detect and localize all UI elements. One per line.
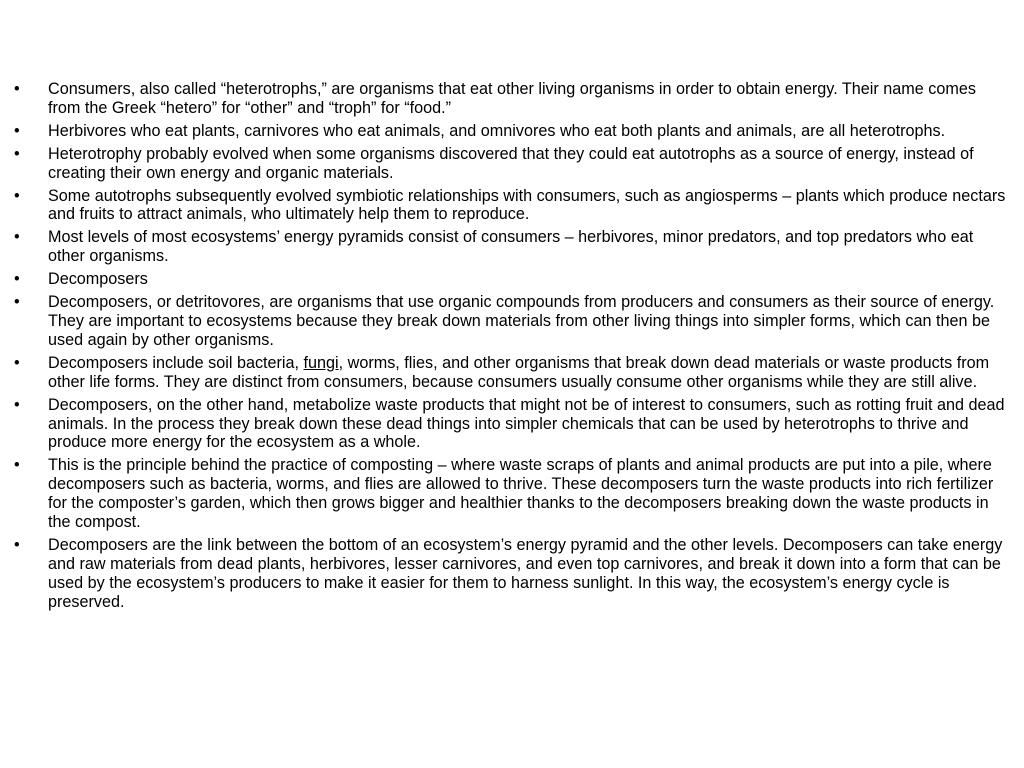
bullet-icon: • [14, 144, 20, 163]
bullet-item [12, 536, 1012, 612]
bullet-text: Heterotrophy probably evolved when some organisms discovered that they could eat autotrophs as a source of energy, instead of creating their own energy and organic materials. [48, 144, 974, 182]
bullet-item [12, 396, 1012, 453]
bullet-text: Herbivores who eat plants, carnivores who eat animals, and omnivores who eat both plants and animals, are all heterotrophs. [48, 121, 946, 140]
bullet-icon: • [14, 395, 20, 414]
bullet-icon: • [14, 353, 20, 372]
bullet-text-after-link: , worms, flies, and other organisms that break down dead materials or waste products from other life forms. They are distinct from consumers, because consumers usually consume other organisms while they are still alive. [48, 353, 990, 391]
bullet-text: Decomposers, on the other hand, metabolize waste products that might not be of interest to consumers, such as rotting fruit and dead animals. In the process they break down these dead things into simpler chemicals that can be used by heterotrophs to thrive and produce more energy for the ecosystem as a whole. [48, 395, 1005, 452]
bullet-icon: • [14, 80, 20, 98]
bullet-item [12, 354, 1012, 392]
bullet-text-before-link: Decomposers include soil bacteria, [48, 353, 304, 372]
bullet-item [12, 456, 1012, 532]
bullet-text: Decomposers are the link between the bottom of an ecosystem’s energy pyramid and the other levels. Decomposers can take energy and raw materials from dead plants, herbivores, lesser carnivores, and even top carnivores, and break it down into a form that can be used by the ecosystem’s producers to make it easier for them to harness sunlight. In this way, the ecosystem’s energy cycle is preserved. [48, 535, 1003, 611]
section-heading-decomposers: Decomposers [48, 270, 148, 289]
bullet-item [12, 145, 1012, 183]
bullet-icon: • [14, 270, 20, 289]
bullet-item [12, 122, 1012, 141]
bullet-icon: • [14, 186, 20, 205]
bullet-icon: • [14, 121, 20, 140]
bullet-item [12, 293, 1012, 350]
bullet-icon: • [14, 293, 20, 312]
bullet-item [12, 80, 1012, 118]
bullet-text: Decomposers, or detritovores, are organisms that use organic compounds from producers and consumers as their source of energy. They are important to ecosystems because they break down materials from other living things into simpler forms, which can then be used again by other organisms. [48, 293, 995, 349]
bullet-item [12, 187, 1012, 225]
bullet-item [12, 270, 1012, 289]
bullet-icon: • [14, 456, 20, 475]
fungi-link[interactable]: fungi [303, 353, 339, 372]
bullet-list [12, 80, 1012, 616]
bullet-text: Some autotrophs subsequently evolved symbiotic relationships with consumers, such as angiosperms – plants which produce nectars and fruits to attract animals, who ultimately help them to reproduce. [48, 186, 1006, 224]
bullet-text: Consumers, also called “heterotrophs,” are organisms that eat other living organisms in order to obtain energy. Their name comes from the Greek “hetero” for “other” and “troph” for “food.” [48, 80, 976, 117]
bullet-item [12, 228, 1012, 266]
bullet-text: This is the principle behind the practice of composting – where waste scraps of plants and animal products are put into a pile, where decomposers such as bacteria, worms, and flies are allowed to thrive. These decomposers turn the waste products into rich fertilizer for the composter’s garden, which then grows bigger and healthier thanks to the decomposers breaking down the waste products in the compost. [48, 456, 994, 532]
bullet-text [48, 354, 1012, 392]
bullet-text: Most levels of most ecosystems’ energy pyramids consist of consumers – herbivores, minor predators, and top predators who eat other organisms. [48, 228, 974, 266]
bullet-icon: • [14, 535, 20, 554]
bullet-icon: • [14, 228, 20, 247]
